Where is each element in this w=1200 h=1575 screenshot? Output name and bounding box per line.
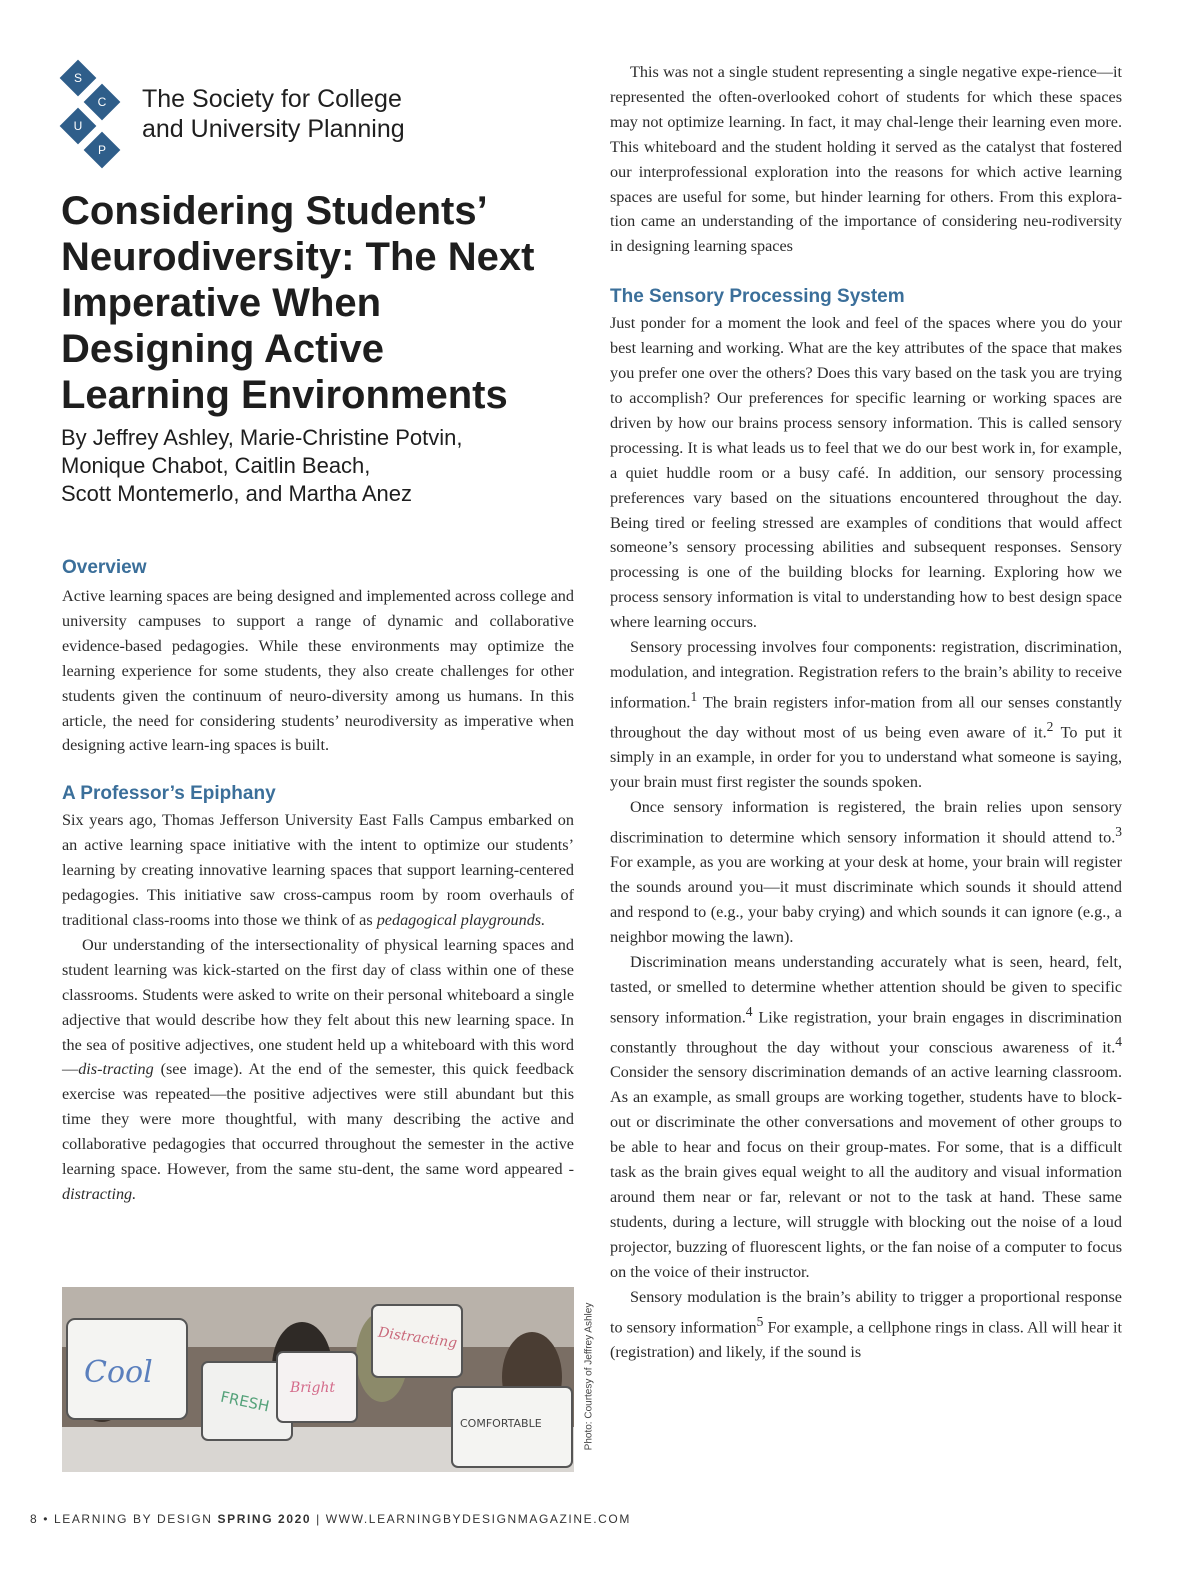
issue-label: SPRING 2020 bbox=[217, 1512, 312, 1526]
classroom-photo bbox=[62, 1287, 574, 1472]
sensory-paragraph-1: Just ponder for a moment the look and feel of the spaces where you do your best learning and working. What are the key attributes of the space that makes you prefer one over the others? Does this vary based on the task you are trying to accomplish? Our preferences for specific learning or working spaces are driven by how our brains process sensory information. This is called sensory processing. It is what leads us to feel that we do our best work in, for example, a quiet huddle room or a busy café. In addition, our sensory processing preferences vary based on the situations encountered throughout the day. Being tired or feeling stressed are examples of conditions that would affect someone’s sensory processing abilities and subsequent responses. Sensory processing is one of the building blocks for learning. Exploring how we process sensory information is vital to understanding how to best design space where learning occurs. bbox=[610, 314, 1122, 632]
whiteboard-distracting-text: Distracting bbox=[377, 1324, 459, 1352]
sensory-paragraph-4: Discrimination means understanding accurately what is seen, heard, felt, tasted, or smelled to determine whether attention should be given to specific sensory information.$^4$ Like registration, your brain engages in discrimination constantly throughout the day without your conscious awareness of it.$^4$ Consider the sensory discrimination demands of an active learning classroom. As an example, as small groups are working together, students have to block-out or discriminate the other conversations and movement of other groups to be able to hear and focus on their group-mates. For some, that is a difficult task as the brain gives equal weight to all the auditory and visual information around them near or far, relevant or not to the task at hand. These same students, during a lecture, will struggle with blocking out the noise of a loud projector, buzzing of fluorescent lights, or the fan noise of a computer to focus on the voice of their instructor. bbox=[610, 953, 1122, 1281]
overview-heading: Overview bbox=[62, 557, 147, 578]
whiteboard-comfortable-text: COMFORTABLE bbox=[460, 1417, 542, 1430]
logo-line-2: and University Planning bbox=[142, 115, 405, 143]
authors-line-2: Monique Chabot, Caitlin Beach, bbox=[61, 453, 371, 478]
logo-diamond-c: C bbox=[84, 84, 121, 121]
epiphany-heading: A Professor’s Epiphany bbox=[62, 783, 276, 805]
footer-separator: | bbox=[316, 1512, 321, 1526]
left-column bbox=[62, 556, 574, 1207]
right-column bbox=[610, 60, 1122, 1365]
logo-diamond-u: U bbox=[60, 108, 97, 145]
logo-wordmark bbox=[142, 84, 405, 144]
logo-diamond-p: P bbox=[84, 132, 121, 169]
sensory-paragraph-2: Sensory processing involves four components: registration, discrimination, modulation, and integration. Registration refers to the brain’s ability to receive information.$^1$ The brain registers infor-mation from all our senses constantly throughout the day without most of us being even aware of it.$^2$ To put it simply in an example, in order for you to understand what someone is saying, your brain must first register the sounds spoken. bbox=[610, 638, 1122, 792]
authors-line-3: Scott Montemerlo, and Martha Anez bbox=[61, 481, 412, 506]
classroom-photo-illustration bbox=[62, 1287, 574, 1472]
logo-line-1: The Society for College bbox=[142, 85, 402, 113]
whiteboard-bright-text: Bright bbox=[290, 1380, 336, 1396]
right-intro-paragraph: This was not a single student representing a single negative expe-rience—it represented the often-overlooked cohort of students for which these spaces may not optimize learning. In fact, it may chal-lenge their learning even more. This whiteboard and the student holding it served as the catalyst that fostered our interprofessional exploration into the reasons for which active learning spaces are useful for some, but hinder learning for others. From this explora-tion came an understanding of the importance of considering neu-rodiversity in designing learning spaces bbox=[610, 63, 1122, 256]
sensory-paragraph-5: Sensory modulation is the brain’s ability to trigger a proportional response to sensory information$^5$ For example, a cellphone rings in class. All will hear it (registration) and likely, if the sound is bbox=[610, 1287, 1122, 1361]
magazine-name: LEARNING BY DESIGN bbox=[53, 1512, 213, 1526]
article-authors bbox=[61, 424, 581, 508]
page-footer: 8 • LEARNING BY DESIGN SPRING 2020 | WWW.LEARNINGBYDESIGNMAGAZINE.COM bbox=[30, 1512, 631, 1526]
epiphany-paragraph-1: Six years ago, Thomas Jefferson University East Falls Campus embarked on an active learning space initiative with the intent to optimize our students’ learning by creating innovative learning spaces that support learning-centered pedagogies. This initiative saw cross-campus room by room overhauls of traditional class-rooms into those we think of as pedagogical playgrounds. bbox=[62, 811, 574, 929]
sensory-paragraph-3: Once sensory information is registered, the brain relies upon sensory discrimination to determine which sensory information it should attend to.$^3$ For example, as you are working at your desk at home, your brain will register the sounds around you—it must discriminate which sounds it should attend and respond to (e.g., your baby crying) and which sounds it can ignore (e.g., a neighbor mowing the lawn). bbox=[610, 798, 1122, 947]
authors-line-1: By Jeffrey Ashley, Marie-Christine Potvin, bbox=[61, 425, 463, 450]
whiteboard-fresh-text: FRESH bbox=[218, 1387, 271, 1416]
article-title: Considering Students’ Neurodiversity: The Next Imperative When Designing Active Learning Environments bbox=[61, 189, 535, 417]
epiphany-paragraph-2: Our understanding of the intersectionality of physical learning spaces and student learning was kick-started on the first day of class within one of these classrooms. Students were asked to write on their personal whiteboard a single adjective that would describe how they felt about this new learning space. In the sea of positive adjectives, one student held up a whiteboard with this word—dis-tracting (see image). At the end of the semester, this quick feedback exercise was repeated—the positive adjectives were still abundant but this time they were more thoughtful, with many describing the active and collaborative pedagogies that occurred throughout the semester in the active learning space. However, from the same stu-dent, the same word appeared - distracting. bbox=[62, 935, 574, 1203]
page-number: 8 bbox=[30, 1512, 39, 1526]
magazine-url[interactable]: WWW.LEARNINGBYDESIGNMAGAZINE.COM bbox=[325, 1512, 631, 1526]
logo-diamond-s: S bbox=[60, 60, 97, 97]
photo-credit: Photo: Courtesy of Jeffrey Ashley bbox=[583, 1302, 595, 1451]
scup-logo bbox=[58, 58, 438, 158]
overview-paragraph: Active learning spaces are being designed and implemented across college and university campuses to support a range of dynamic and collaborative evidence-based pedagogies. While these environments may optimize the learning experience for some students, they also create challenges for other students given the continuum of neuro-diversity among us humans. In this article, the need for considering students’ neurodiversity as imperative when designing active learn-ing spaces is built. bbox=[62, 587, 574, 755]
sensory-heading: The Sensory Processing System bbox=[610, 286, 905, 308]
whiteboard-cool-text: Cool bbox=[84, 1355, 153, 1390]
